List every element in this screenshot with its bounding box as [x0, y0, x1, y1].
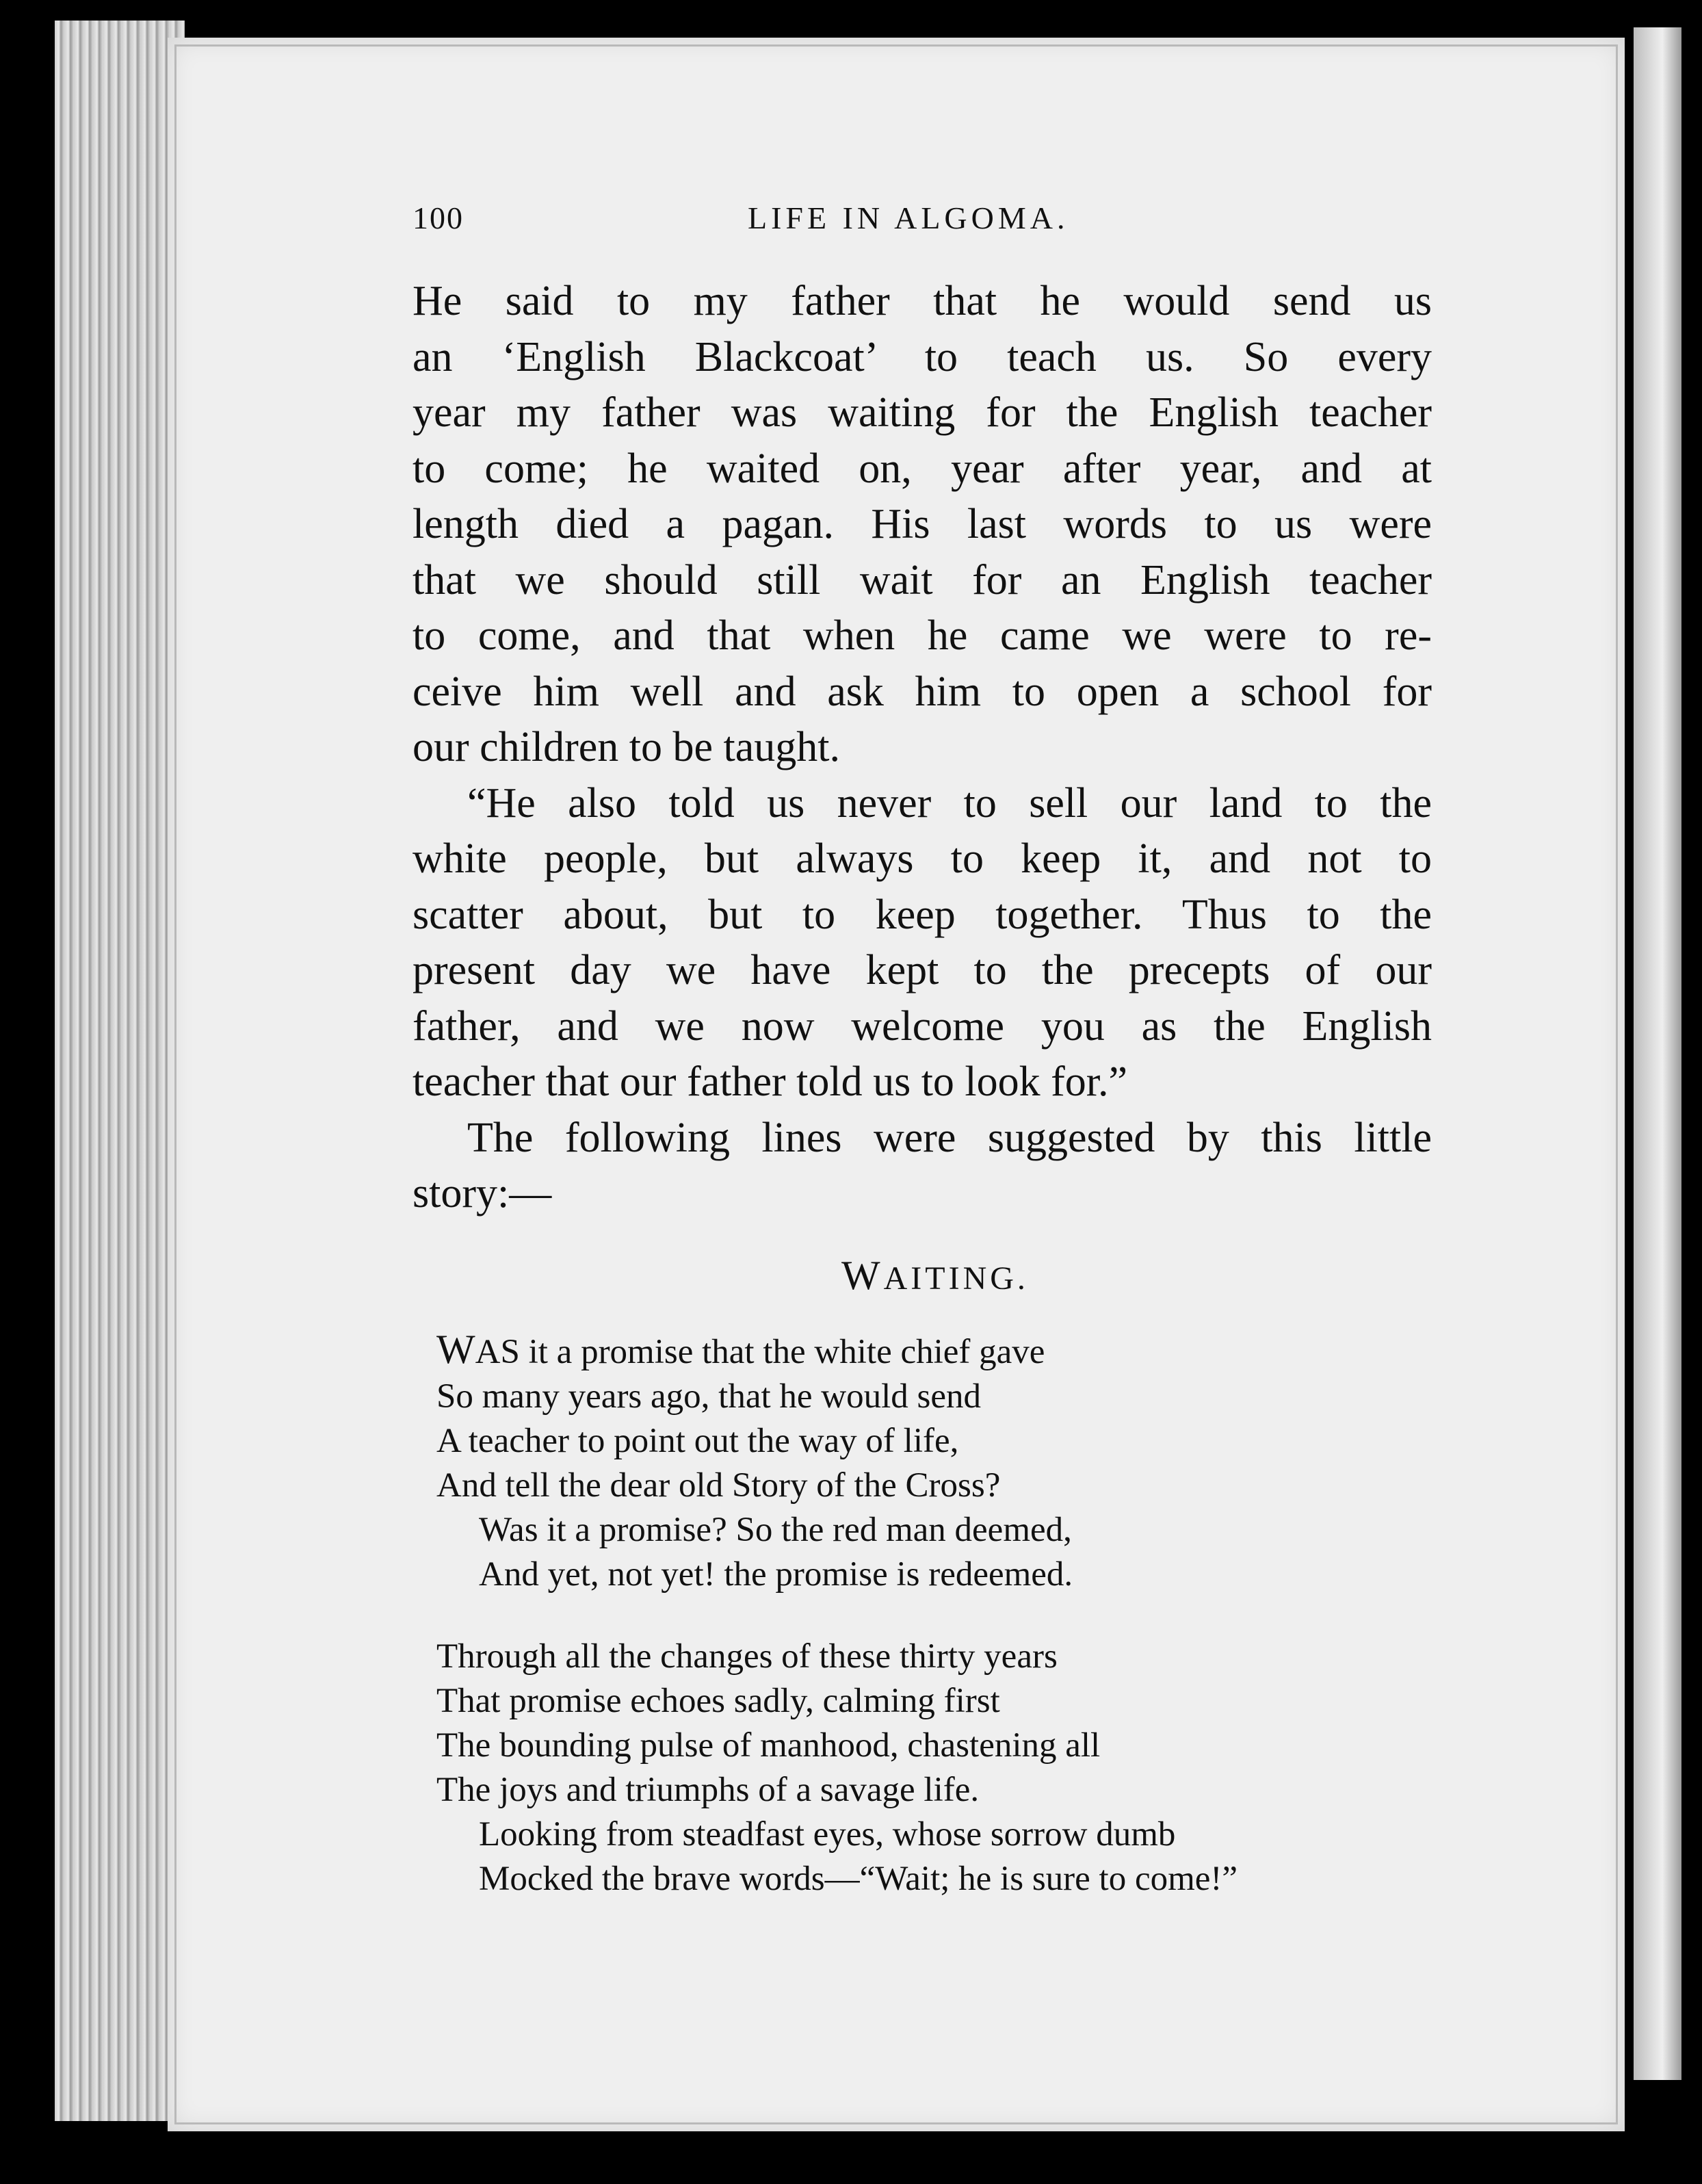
- text-line: scatter about, but to keep together. Thus to the: [413, 891, 1432, 938]
- text-line: length died a pagan. His last words to us were: [413, 501, 1432, 547]
- running-head: LIFE IN ALGOMA.: [748, 200, 1069, 235]
- text-line: The following lines were suggested by this little: [467, 1114, 1432, 1161]
- first-word-rest: AS: [475, 1333, 520, 1371]
- text-line: father, and we now welcome you as the English: [413, 1002, 1432, 1050]
- text-line: teacher that our father told us to look for.”: [413, 1058, 1128, 1105]
- poem-line: Through all the changes of these thirty years: [436, 1637, 1058, 1676]
- poem-line: A teacher to point out the way of life,: [436, 1422, 959, 1460]
- page-edges: [55, 21, 185, 2121]
- poem-line: And tell the dear old Story of the Cross?: [436, 1466, 1001, 1505]
- stanza-break: [436, 1597, 1463, 1635]
- text-line: He said to my father that he would send us: [413, 278, 1432, 324]
- poem-line: The joys and triumphs of a savage life.: [436, 1771, 980, 1809]
- page-header: [413, 200, 1425, 248]
- text-line: that we should still wait for an English teacher: [413, 556, 1432, 603]
- title-rest: AITING.: [883, 1260, 1029, 1297]
- text-line: ceive him well and ask him to open a school for: [413, 668, 1432, 715]
- poem-line: The bounding pulse of manhood, chastening all: [436, 1726, 1101, 1765]
- text-line: story:—: [413, 1170, 552, 1217]
- line-rest: it a promise that the white chief gave: [519, 1333, 1045, 1371]
- paragraph-3: [413, 1110, 1432, 1222]
- poem-line: So many years ago, that he would send: [436, 1377, 982, 1416]
- poem-line: Mocked the brave words—“Wait; he is sure to come!”: [479, 1860, 1238, 1898]
- poem-line: Looking from steadfast eyes, whose sorrow dumb: [479, 1815, 1176, 1854]
- text-line: an ‘English Blackcoat’ to teach us. So every: [413, 333, 1432, 380]
- text-line: our children to be taught.: [413, 724, 840, 770]
- text-line: white people, but always to keep it, and not to: [413, 835, 1432, 882]
- poem-line: [436, 1327, 1463, 1375]
- text-line: to come; he waited on, year after year, and at: [413, 445, 1432, 492]
- text-line: present day we have kept to the precepts of our: [413, 947, 1432, 993]
- poem-body: [436, 1327, 1463, 1901]
- facing-page-edge: [1627, 0, 1702, 2184]
- text-line: year my father was waiting for the English teacher: [413, 389, 1432, 436]
- paragraph-1: [413, 274, 1432, 776]
- text-line: “He also told us never to sell our land to the: [467, 779, 1432, 827]
- text-line: to come, and that when he came we were to re-: [413, 612, 1432, 659]
- first-word-initial: W: [436, 1327, 475, 1372]
- prose-body: [413, 274, 1432, 1222]
- poem-title: [841, 1252, 1029, 1299]
- poem-line: That promise echoes sadly, calming first: [436, 1682, 1000, 1720]
- poem-line: Was it a promise? So the red man deemed,: [479, 1511, 1072, 1549]
- poem-line: And yet, not yet! the promise is redeemed.: [479, 1555, 1073, 1594]
- title-initial: W: [841, 1253, 884, 1298]
- page-number: 100: [413, 200, 464, 235]
- paragraph-2: [413, 776, 1432, 1110]
